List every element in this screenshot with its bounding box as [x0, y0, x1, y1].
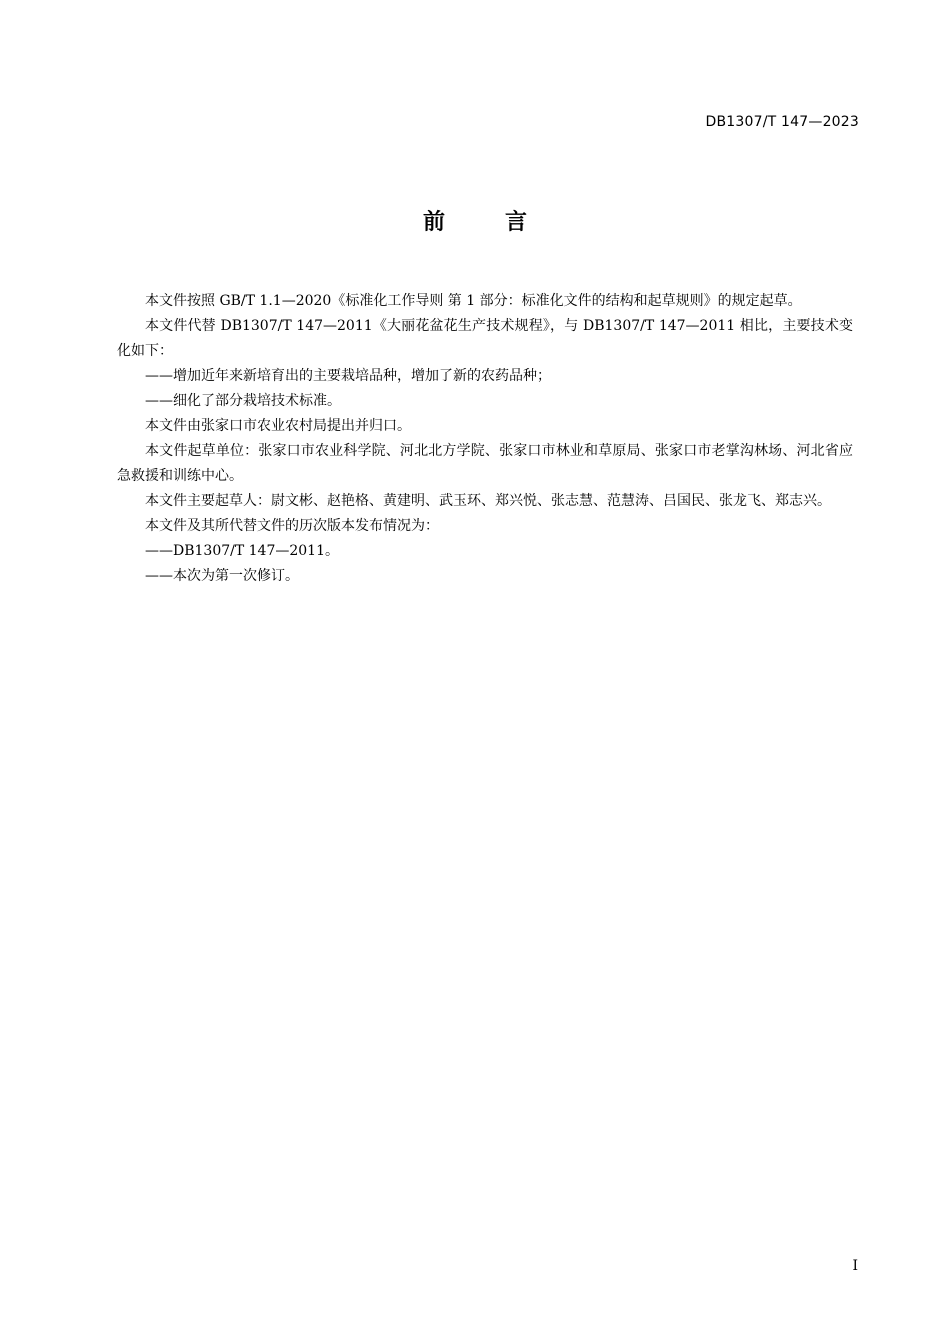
list-item-change-2: ——细化了部分栽培技术标准。	[145, 393, 341, 409]
paragraph-drafting-units: 本文件起草单位：张家口市农业科学院、河北北方学院、张家口市林业和草原局、张家口市老掌沟林场、河北省应急救援和训练中心。	[117, 443, 853, 484]
paragraph-drafting-rules: 本文件按照 GB/T 1.1—2020《标准化工作导则 第 1 部分：标准化文件的结构和起草规则》的规定起草。	[145, 293, 802, 309]
paragraph-version-history: 本文件及其所代替文件的历次版本发布情况为：	[145, 518, 439, 534]
paragraph-replacement: 本文件代替 DB1307/T 147—2011《大丽花盆花生产技术规程》，与 DB1307/T 147—2011 相比，主要技术变化如下：	[117, 318, 853, 359]
paragraph-drafters: 本文件主要起草人：尉文彬、赵艳格、黄建明、武玉环、郑兴悦、张志慧、范慧涛、吕国民、张龙飞、郑志兴。	[145, 493, 831, 509]
page-number: I	[852, 1258, 858, 1274]
document-code: DB1307/T 147—2023	[705, 114, 859, 130]
list-item-change-1: ——增加近年来新培育出的主要栽培品种，增加了新的农药品种；	[145, 368, 551, 384]
paragraph-proposer: 本文件由张家口市农业农村局提出并归口。	[145, 418, 411, 434]
foreword-body	[117, 289, 853, 589]
list-item-version-1: ——DB1307/T 147—2011。	[145, 543, 339, 559]
list-item-version-2: ——本次为第一次修订。	[145, 568, 299, 584]
page-title: 前言	[422, 210, 587, 235]
